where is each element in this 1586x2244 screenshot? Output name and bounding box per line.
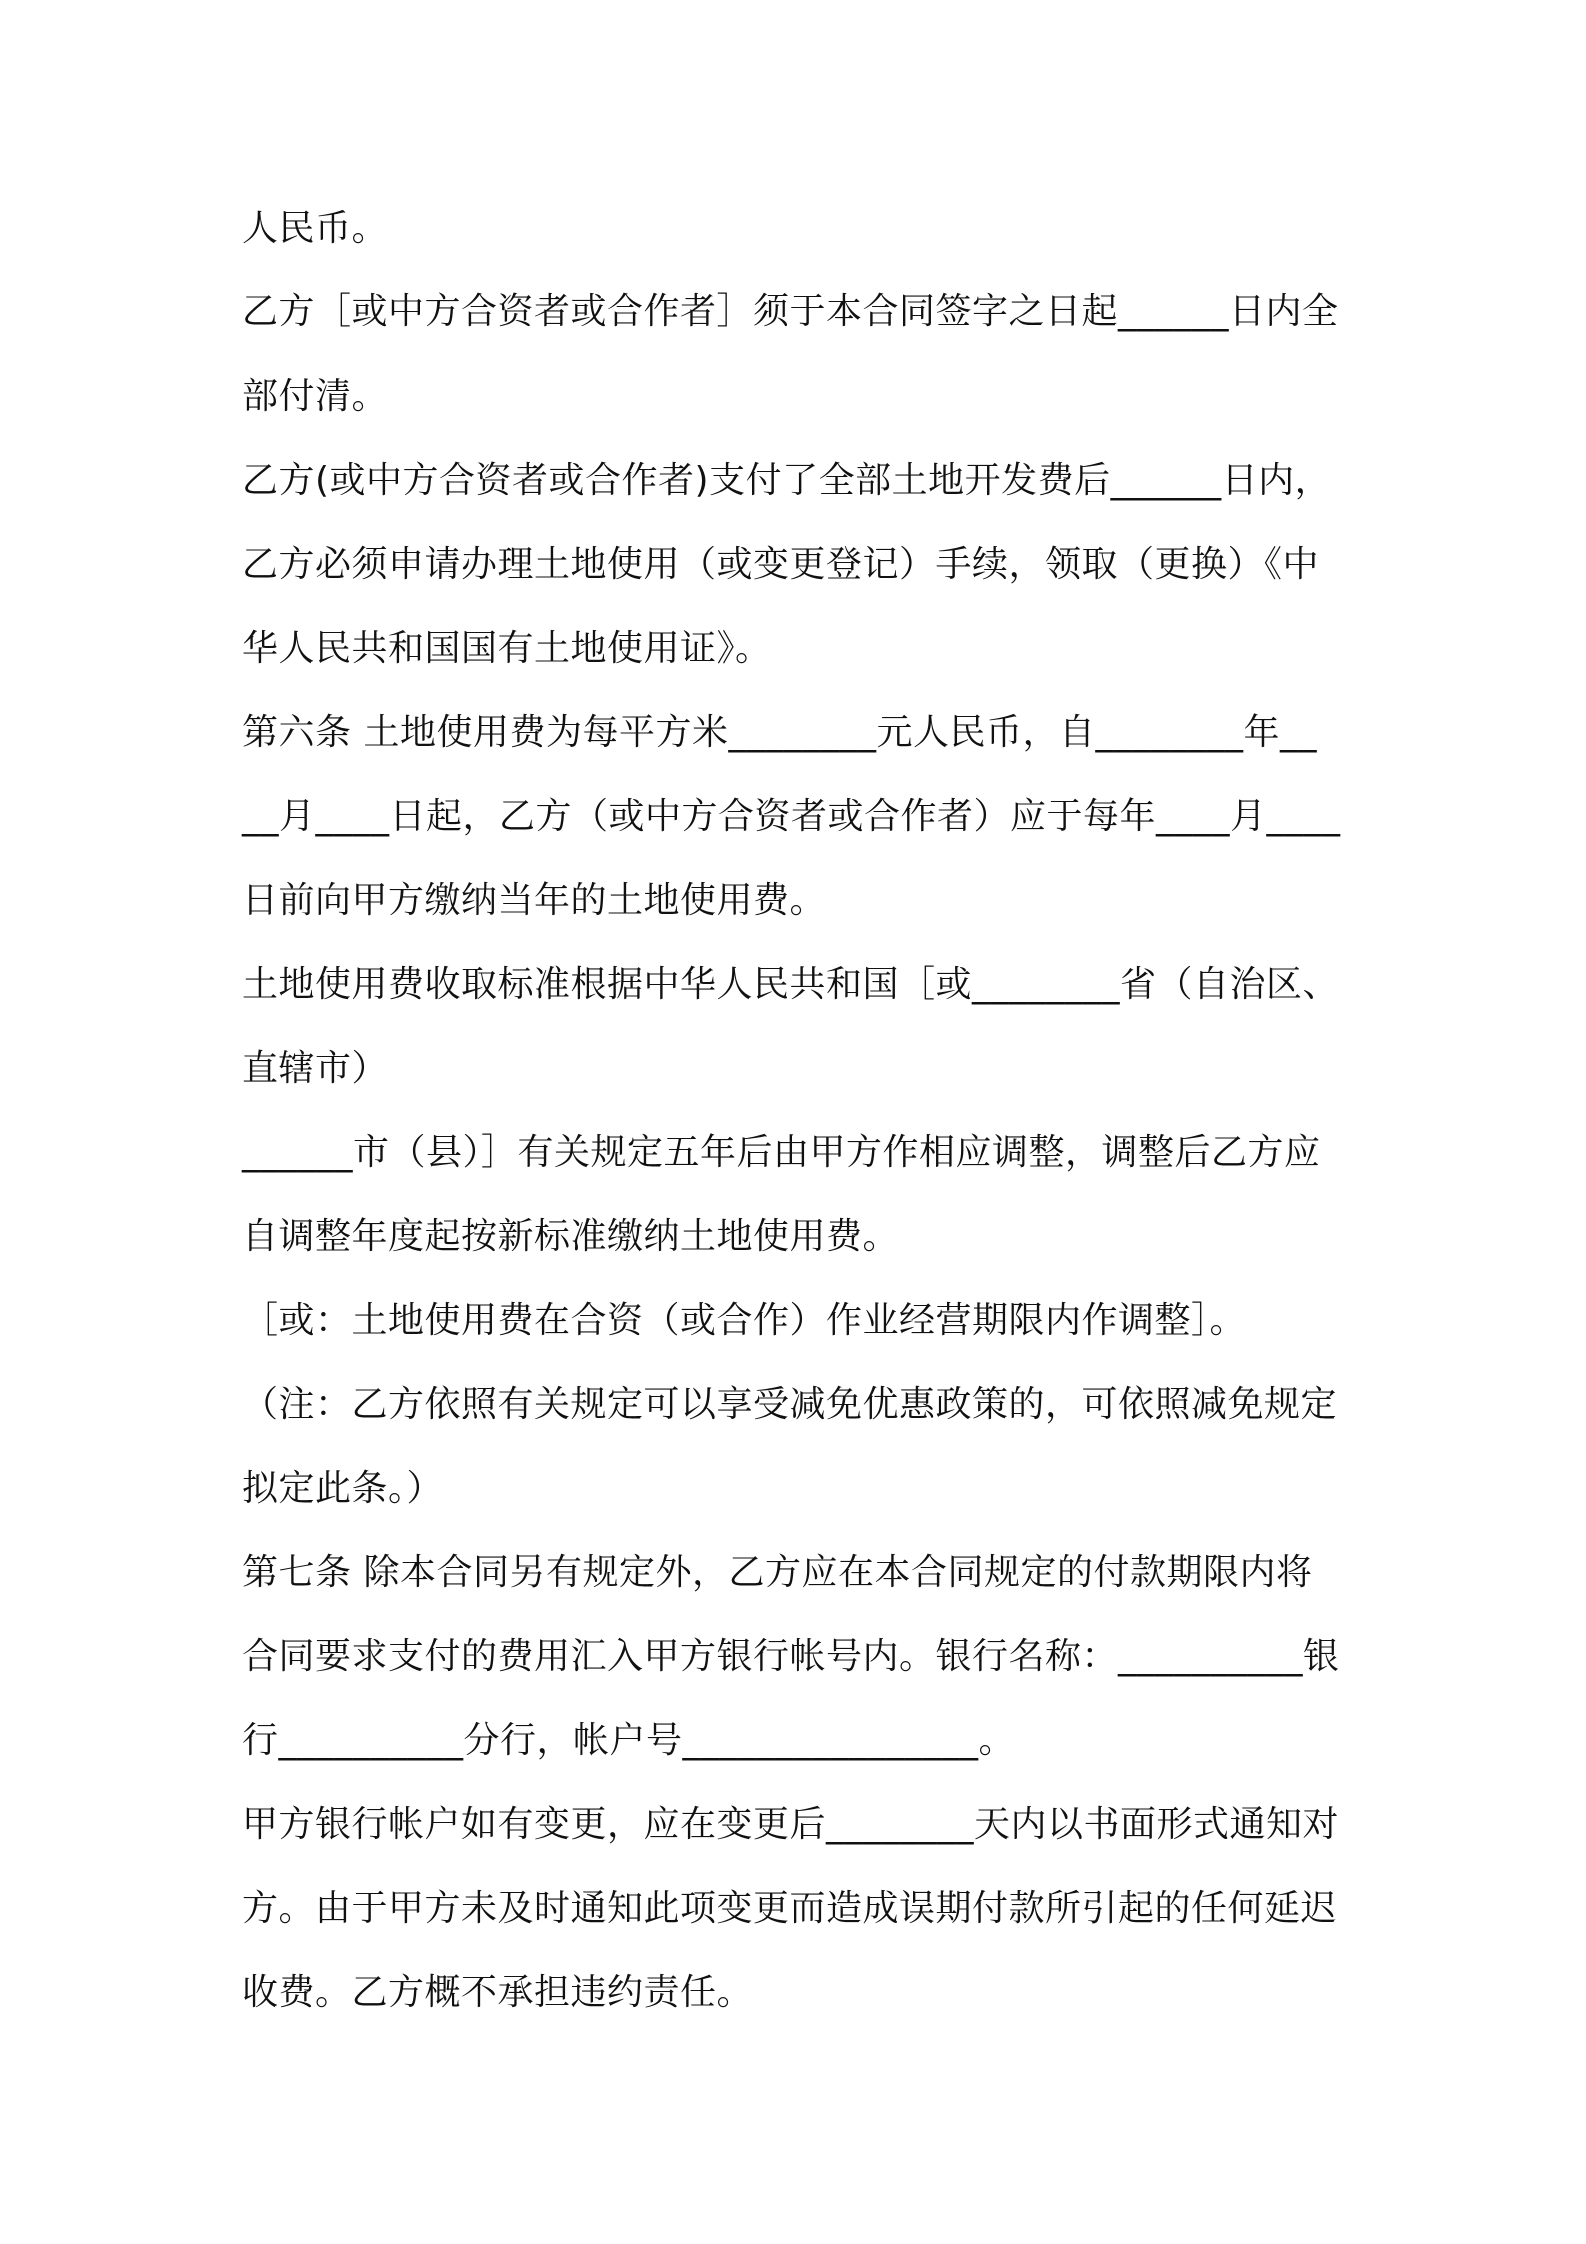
text-line: 人民币。 bbox=[242, 208, 389, 249]
text-line: 合同要求支付的费用汇入甲方银行帐号内。银行名称：__________银 bbox=[242, 1636, 1340, 1677]
text-line: ［或：土地使用费在合资（或合作）作业经营期限内作调整］。 bbox=[242, 1300, 1247, 1341]
text-line: ______市（县）］有关规定五年后由甲方作相应调整，调整后乙方应 bbox=[242, 1132, 1321, 1173]
text-line: 自调整年度起按新标准缴纳土地使用费。 bbox=[242, 1216, 900, 1257]
text-line: 直辖市） bbox=[242, 1048, 389, 1089]
text-line: 部付清。 bbox=[242, 376, 389, 417]
article-6-heading-line: 第六条 土地使用费为每平方米________元人民币，自________年__ bbox=[242, 712, 1317, 753]
note-line: 拟定此条。） bbox=[242, 1468, 444, 1509]
text-line: 土地使用费收取标准根据中华人民共和国［或________省（自治区、 bbox=[242, 964, 1340, 1005]
text-line: __月____日起，乙方（或中方合资者或合作者）应于每年____月____ bbox=[242, 796, 1341, 837]
text-line: 日前向甲方缴纳当年的土地使用费。 bbox=[242, 880, 827, 921]
text-line: 乙方必须申请办理土地使用（或变更登记）手续，领取（更换）《中 bbox=[242, 544, 1320, 585]
article-7-heading-line: 第七条 除本合同另有规定外，乙方应在本合同规定的付款期限内将 bbox=[242, 1552, 1313, 1593]
text-line: 华人民共和国国有土地使用证》。 bbox=[242, 628, 772, 669]
text-line: 方。由于甲方未及时通知此项变更而造成误期付款所引起的任何延迟 bbox=[242, 1888, 1338, 1929]
text-line: 乙方［或中方合资者或合作者］须于本合同签字之日起______日内全 bbox=[242, 291, 1339, 332]
text-line: 收费。乙方概不承担违约责任。 bbox=[242, 1972, 754, 2013]
text-line: 行__________分行，帐户号________________。 bbox=[242, 1720, 1016, 1761]
note-line: （注：乙方依照有关规定可以享受减免优惠政策的，可依照减免规定 bbox=[242, 1384, 1338, 1425]
text-line: 乙方(或中方合资者或合作者)支付了全部土地开发费后______日内， bbox=[242, 460, 1332, 501]
text-line: 甲方银行帐户如有变更，应在变更后________天内以书面形式通知对 bbox=[242, 1804, 1340, 1845]
